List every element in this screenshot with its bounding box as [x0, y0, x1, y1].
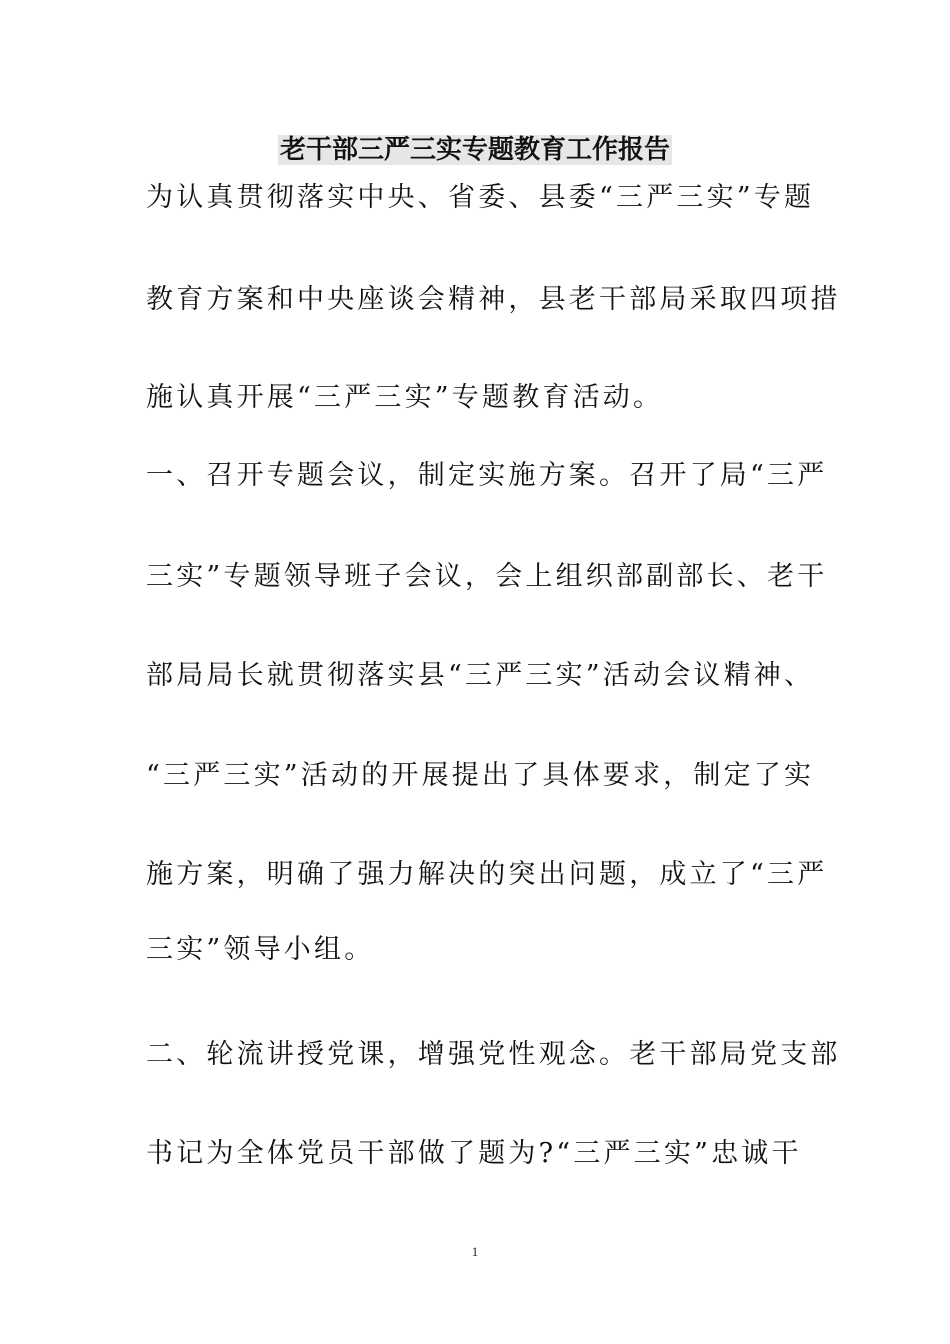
body-line: 施方案，明确了强力解决的突出问题，成立了“三严	[146, 859, 828, 890]
body-line: 施认真开展“三严三实”专题教育活动。	[146, 382, 664, 413]
body-line: 一、召开专题会议，制定实施方案。召开了局“三严	[146, 460, 828, 491]
body-line: “三严三实”活动的开展提出了具体要求，制定了实	[146, 760, 815, 791]
document-title	[0, 130, 950, 170]
page-number: 1	[471, 1244, 479, 1259]
body-line: 书记为全体党员干部做了题为?“三严三实”忠诚干	[146, 1138, 802, 1169]
body-line: 二、轮流讲授党课，增强党性观念。老干部局党支部	[146, 1039, 841, 1070]
body-line: 三实”领导小组。	[146, 934, 375, 965]
body-line: 为认真贯彻落实中央、省委、县委“三严三实”专题	[146, 182, 815, 213]
body-line: 三实”专题领导班子会议，会上组织部副部长、老干	[146, 561, 828, 592]
body-line: 教育方案和中央座谈会精神，县老干部局采取四项措	[146, 284, 841, 315]
body-line: 部局局长就贯彻落实县“三严三实”活动会议精神、	[146, 660, 815, 691]
document-title-text: 老干部三严三实专题教育工作报告	[279, 135, 670, 165]
